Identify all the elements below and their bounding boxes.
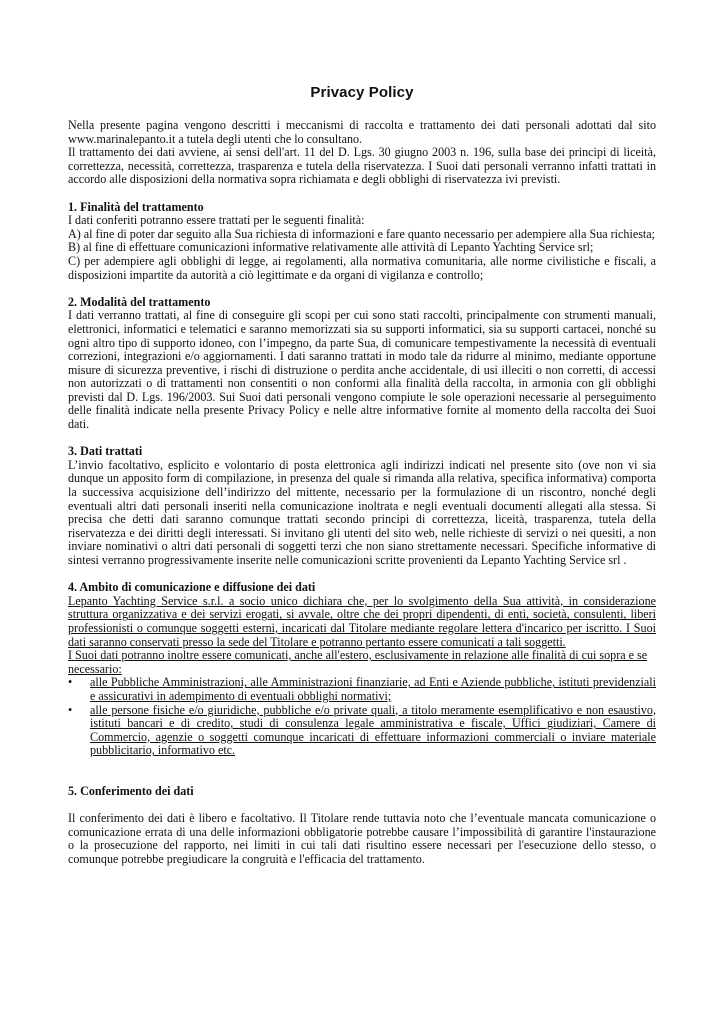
section-1-heading: 1. Finalità del trattamento [68, 199, 204, 214]
section-3-body: L’invio facoltativo, esplicito e volontario di posta elettronica agli indirizzi indicati nel presente sito (ove non vi sia dunque un apposito form di compilazione, in presenza del quale si rimanda alla relativa, specifica informativa) comporta la successiva acquisizione dell’indirizzo del mittente, necessario per la formulazione di un riscontro, nonché degli eventuali altri dati personali inseriti nella comunicazione inoltrata e negli eventuali documenti allegati alla stessa. Si precisa che detti dati saranno comunque trattati secondo principi di correttezza, liceità, trasparenza, tutela della riservatezza e dei diritti degli interessati. Si invitano gli utenti del sito web, nelle richieste di servizi o nei quesiti, a non inviare nominativi o altri dati personali di soggetti terzi che non siano strettamente necessari. Specifiche informative di sintesi verranno progressivamente inserite nelle comunicazioni scritte provenienti da Lepanto Yachting Service srl . [68, 457, 656, 567]
section-3-heading: 3. Dati trattati [68, 444, 143, 459]
list-item-text: alle persone fisiche e/o giuridiche, pubbliche e/o private quali, a titolo meramente esemplificativo e non esaustivo, istituti bancari e di credito, studi di consulenza legale amministrativa e fiscale, Uffici giudiziari, Camere di Commercio, agenzie o soggetti comunque incaricati di effettuare informazioni commerciali o inviare materiale pubblicitario, informativo etc. [90, 702, 656, 758]
list-item [68, 676, 656, 703]
bullet-icon: • [68, 675, 73, 690]
section-2-body: I dati verranno trattati, al fine di conseguire gli scopi per cui sono stati raccolti, principalmente con strumenti manuali, elettronici, informatici e telematici e saranno memorizzati sia su supporti informatici, sia su supporti cartacei, nonché su ogni altro tipo di supporto idoneo, con l’impegno, da parte Sua, di comunicare tempestivamente la necessità di eventuali correzioni, integrazioni e/o aggiornamenti. I dati saranno trattati in modo tale da ridurre al minimo, mediante opportune misure di sicurezza preventive, i rischi di distruzione o perdita anche accidentale, di usi illeciti o non corretti, di accessi non autorizzati o di trattamenti non consentiti o non conformi alla finalità della raccolta, in armonia con gli obblighi previsti dal D. Lgs. 196/2003. Sui Suoi dati personali vengono compiute le sole operazioni necessarie al perseguimento delle finalità indicate nella presente Privacy Policy e nelle altre informative fornite al momento della raccolta dei Suoi dati. [68, 308, 656, 432]
intro-paragraph-1: Nella presente pagina vengono descritti i meccanismi di raccolta e trattamento dei dati personali adottati dal sito www.marinalepanto.it a tutela degli utenti che lo consultano. [68, 118, 656, 146]
section-4-bullet-list [68, 676, 656, 758]
list-item [68, 704, 656, 758]
section-2-heading: 2. Modalità del trattamento [68, 294, 211, 309]
section-5-heading: 5. Conferimento dei dati [68, 783, 194, 798]
list-item-text: alle Pubbliche Amministrazioni, alle Amministrazioni finanziarie, ad Enti e Aziende pubbliche, istituti previdenziali e assicurativi in adempimento di eventuali obblighi normativi; [90, 675, 656, 703]
section-4-heading: 4. Ambito di comunicazione e diffusione dei dati [68, 580, 316, 595]
section-1-line-c: C) per adempiere agli obblighi di legge, ai regolamenti, alla normativa comunitaria, alle norme civilistiche e fiscali, a disposizioni impartite da autorità a ciò legittimate e da organi di vigilanza e controllo; [68, 253, 656, 282]
section-1-line-b: B) al fine di effettuare comunicazioni informative relativamente alle attività di Lepanto Yachting Service srl; [68, 240, 594, 255]
section-1-line-1: I dati conferiti potranno essere trattati per le seguenti finalità: [68, 213, 365, 228]
section-1-line-a: A) al fine di poter dar seguito alla Sua richiesta di informazioni e fare quanto necessario per adempiere alla Sua richiesta; [68, 226, 655, 241]
intro-paragraph-2: Il trattamento dei dati avviene, ai sensi dell'art. 11 del D. Lgs. 30 giugno 2003 n. 196, sulla base dei principi di liceità, correttezza, necessità, correttezza, trasparenza e tutela della riservatezza. I Suoi dati personali verranno infatti trattati in accordo alle disposizioni della normativa sopra richiamata e degli obblighi di riservatezza ivi previsti. [68, 145, 656, 187]
section-4-body: Lepanto Yachting Service s.r.l. a socio unico dichiara che, per lo svolgimento della Sua attività, in considerazione struttura organizzativa e dei servizi erogati, si avvale, oltre che dei propri dipendenti, di enti, società, consulenti, liberi professionisti o comunque soggetti esterni, incaricati dal Titolare mediante regolare lettera d'incarico per iscritto. I Suoi dati saranno conservati presso la sede del Titolare e potranno pertanto essere comunicati a tali soggetti. [68, 593, 656, 649]
document-page [68, 84, 656, 866]
section-4-body-2: I Suoi dati potranno inoltre essere comunicati, anche all'estero, esclusivamente in relazione alle finalità di cui sopra e se necessario: [68, 648, 648, 676]
page-title: Privacy Policy [310, 84, 414, 101]
section-5-body: Il conferimento dei dati è libero e facoltativo. Il Titolare rende tuttavia noto che l’eventuale mancata comunicazione o comunicazione errata di una delle informazioni obbligatorie potrebbe causare l’impossibilità di garantire l'instaurazione o la prosecuzione del rapporto, nei limiti in cui tali dati risultino essere necessari per l'esecuzione dello stesso, o comunque potrebbe pregiudicare la congruità e l'efficacia del trattamento. [68, 811, 656, 866]
bullet-icon: • [68, 702, 73, 717]
